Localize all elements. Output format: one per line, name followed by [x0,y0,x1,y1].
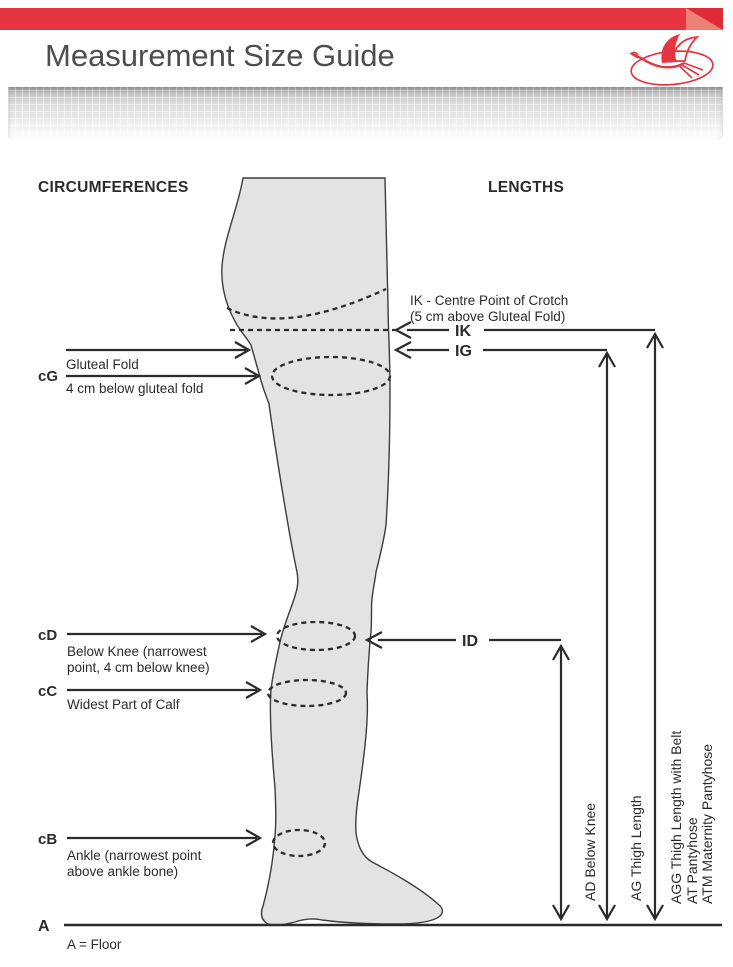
arrow-ag-thigh-length [599,353,615,919]
ik-note-line1: IK - Centre Point of Crotch [410,293,569,308]
cb-code: cB [38,831,58,848]
cg-line1: Gluteal Fold [66,357,139,372]
floor-code: A [38,918,50,935]
cc-code: cC [38,683,58,700]
arrow-agg-thigh-length [647,334,663,919]
cd-code: cD [38,627,58,644]
atm-maternity-pantyhose-label: ATM Maternity Pantyhose [699,743,715,904]
cd-line1: Below Knee (narrowest [67,644,207,659]
agg-thigh-length-label: AGG Thigh Length with Belt [668,730,684,904]
page-title: Measurement Size Guide [45,38,395,73]
cg-code: cG [38,368,59,385]
ik-note-line2: (5 cm above Gluteal Fold) [410,309,566,324]
arrow-below-knee [67,626,265,642]
cb-line2: above ankle bone) [67,864,179,879]
cg-line2: 4 cm below gluteal fold [66,381,204,396]
arrow-widest-calf [67,682,260,698]
ag-thigh-length-label: AG Thigh Length [628,795,644,901]
arrow-ankle [67,830,260,846]
arrow-ig [396,342,607,358]
arrow-ad-below-knee [553,646,569,919]
cc-line1: Widest Part of Calf [67,697,180,712]
arrow-gluteal-fold [66,342,249,358]
floor-label: A = Floor [67,937,122,952]
ig-code: IG [455,343,472,360]
ik-code: IK [455,323,471,340]
cd-line2: point, 4 cm below knee) [67,660,210,675]
leg-silhouette [222,178,443,925]
lengths-heading: LENGTHS [488,179,565,196]
circumferences-heading: CIRCUMFERENCES [38,179,189,196]
ad-below-knee-label: AD Below Knee [582,802,598,901]
id-code: ID [462,633,478,650]
at-pantyhose-label: AT Pantyhose [684,817,700,904]
arrow-ik [396,322,655,338]
cb-line1: Ankle (narrowest point [67,848,202,863]
